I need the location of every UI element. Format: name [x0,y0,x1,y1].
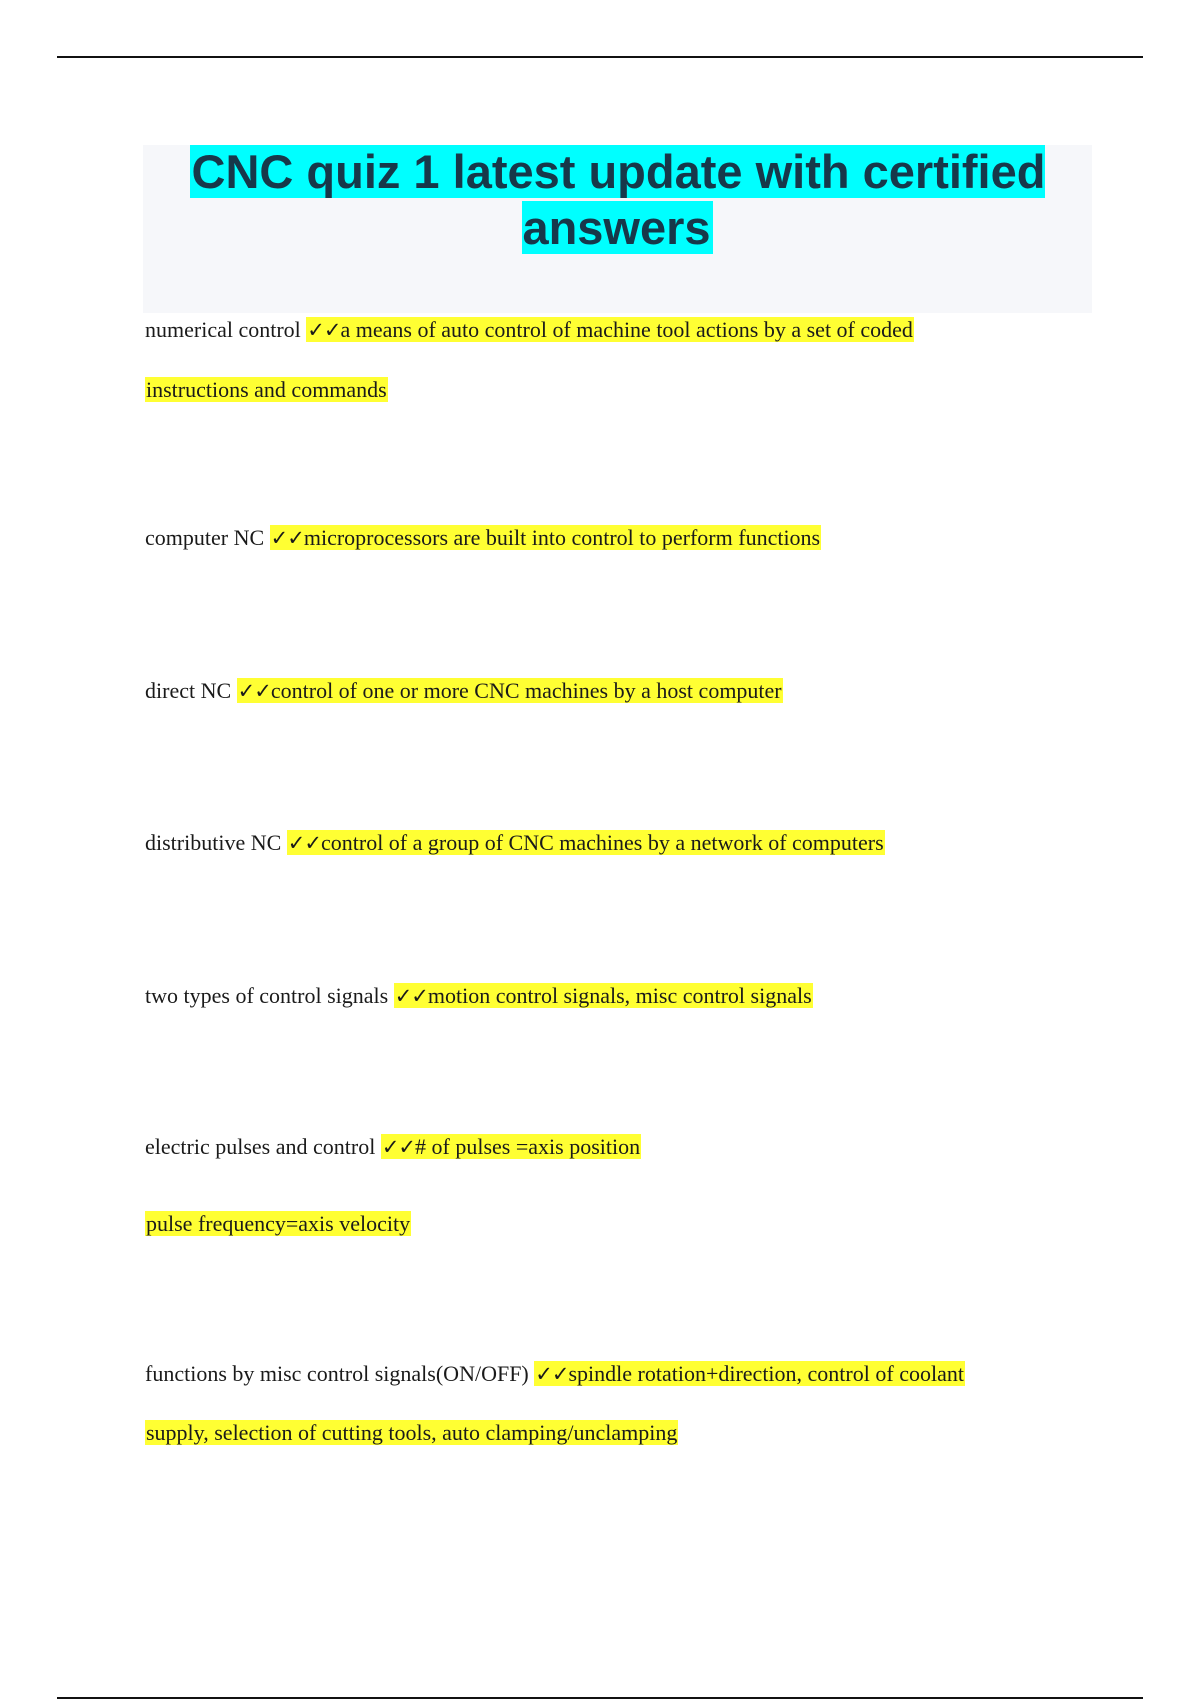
check-mark-icon: ✓✓ [381,1135,416,1159]
check-mark-icon: ✓✓ [237,679,271,703]
question-term: direct NC [145,678,232,703]
answer-text: pulse frequency=axis velocity [146,1211,411,1236]
answer-highlight [394,983,813,1008]
qa-line [145,316,914,344]
question-term: two types of control signals [145,983,389,1008]
check-mark-icon: ✓✓ [287,831,321,855]
question-term: electric pulses and control [145,1134,376,1159]
answer-text: supply, selection of cutting tools, auto clamping/unclamping [146,1420,678,1445]
question-term: numerical control [145,317,301,342]
answer-text: # of pulses =axis position [415,1134,641,1159]
answer-highlight [270,525,821,550]
answer-text: motion control signals, misc control signals [427,983,812,1008]
question-term: distributive NC [145,830,282,855]
answer-highlight [237,678,783,703]
document-title: CNC quiz 1 latest update with certified answers [191,145,1046,254]
check-mark-icon: ✓✓ [270,526,304,550]
answer-text: control of one or more CNC machines by a host computer [270,678,782,703]
top-rule [57,56,1143,58]
answer-text: a means of auto control of machine tool actions by a set of coded [340,317,913,342]
qa-line [145,1210,411,1238]
answer-highlight [381,1134,641,1159]
answer-text: spindle rotation+direction, control of coolant [568,1361,964,1386]
question-term: functions by misc control signals(ON/OFF) [145,1361,529,1386]
answer-text: instructions and commands [146,377,387,402]
qa-line [145,982,813,1010]
check-mark-icon: ✓✓ [535,1362,569,1386]
qa-line [145,1133,641,1161]
answer-text: control of a group of CNC machines by a network of computers [320,830,884,855]
qa-line [145,524,821,552]
bottom-rule [57,1697,1143,1699]
qa-line [145,677,783,705]
question-term: computer NC [145,525,265,550]
answer-text: microprocessors are built into control to perform functions [303,525,821,550]
qa-line [145,376,388,404]
check-mark-icon: ✓✓ [307,318,341,342]
qa-line [145,829,885,857]
qa-line [145,1360,965,1388]
answer-highlight [287,830,885,855]
answer-highlight [534,1361,965,1386]
qa-line [145,1419,678,1447]
check-mark-icon: ✓✓ [394,984,428,1008]
answer-highlight [306,317,914,342]
